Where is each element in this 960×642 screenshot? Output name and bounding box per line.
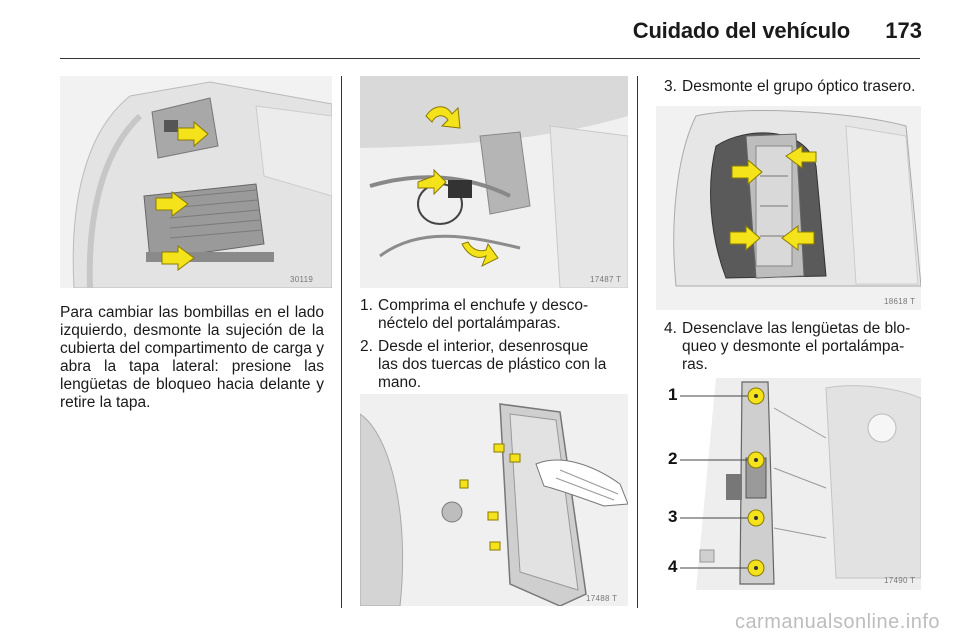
step-line: ras. xyxy=(682,356,708,373)
figure-code: 18618 T xyxy=(884,297,916,306)
step-line: Comprima el enchufe y desco- xyxy=(378,297,589,314)
step-number: 4. xyxy=(664,320,677,337)
step-line: Desenclave las lengüetas de blo- xyxy=(682,320,911,337)
figure-code: 17490 T xyxy=(884,576,916,585)
watermark: carmanualsonline.info xyxy=(734,611,940,633)
left-paragraph xyxy=(60,304,324,412)
step-line: mano. xyxy=(378,374,422,391)
figure-lamp-connector xyxy=(360,76,628,288)
callout-3: 3 xyxy=(668,507,678,526)
figure-rear-light-unit xyxy=(656,106,921,310)
column-divider-right xyxy=(637,76,638,608)
step-line: Desde el interior, desenrosque xyxy=(378,338,589,355)
callout-1: 1 xyxy=(668,385,678,404)
page-header-title: Cuidado del vehículo xyxy=(632,18,850,43)
step-number: 1. xyxy=(360,297,373,314)
step-number: 3. xyxy=(664,78,677,95)
plastic-nuts-illustration xyxy=(360,394,628,606)
step-line: las dos tuercas de plástico con la xyxy=(378,356,607,373)
figure-cargo-side-cover xyxy=(60,76,332,288)
column-divider-left xyxy=(341,76,342,608)
cargo-side-cover-illustration xyxy=(60,76,332,288)
figure-code: 17487 T xyxy=(590,275,622,284)
callout-4: 4 xyxy=(668,557,678,576)
step-line: Desmonte el grupo óptico trasero. xyxy=(682,78,916,95)
step-number: 2. xyxy=(360,338,373,355)
page-number: 173 xyxy=(885,18,922,43)
step-line: néctelo del portalámparas. xyxy=(378,315,561,332)
figure-code: 17488 T xyxy=(586,594,618,603)
figure-plastic-nuts xyxy=(360,394,628,606)
callout-2: 2 xyxy=(668,449,678,468)
step-line: queo y desmonte el portalámpa- xyxy=(682,338,905,355)
bulb-holder-illustration xyxy=(656,378,921,590)
rear-light-unit-illustration xyxy=(656,106,921,310)
figure-code: 30119 xyxy=(290,275,314,284)
figure-bulb-holder xyxy=(656,378,921,590)
left-paragraph-text: Para cambiar las bombillas en el lado izquierdo, desmonte la sujeción de la cubierta del compartimento de carga y abra la tapa lateral: presione las lengüetas de bloqueo hacia delante y retire la tapa. xyxy=(60,304,324,411)
header-rule xyxy=(60,58,920,59)
lamp-connector-illustration xyxy=(360,76,628,288)
